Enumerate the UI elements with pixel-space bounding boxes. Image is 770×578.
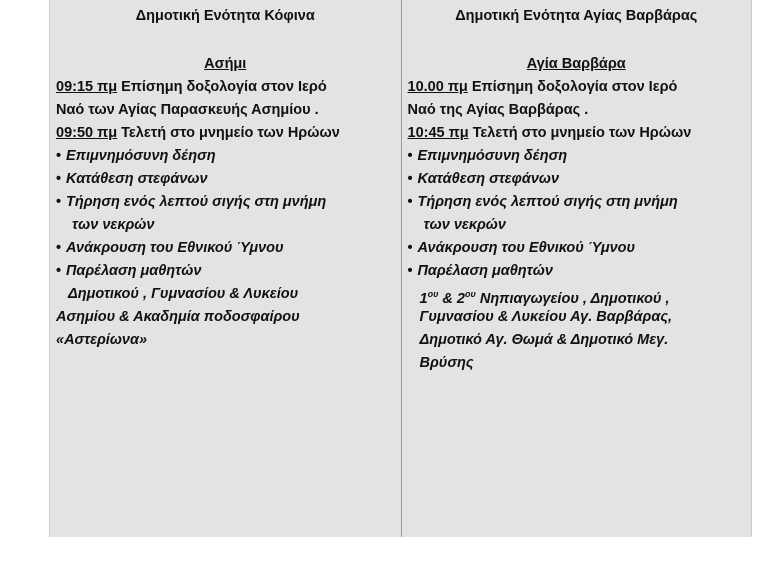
bullet-item: • Τήρηση ενός λεπτού σιγής στη μνήμη	[408, 191, 748, 213]
program-table	[49, 0, 752, 537]
event-line	[56, 122, 397, 144]
event-text: Τελετή στο μνημείο των Ηρώων	[468, 125, 692, 141]
parade-superscript: ου	[465, 289, 476, 299]
event-line-cont: Ναό της Αγίας Βαρβάρας .	[407, 102, 589, 118]
bullet-item: • Τήρηση ενός λεπτού σιγής στη μνήμη	[56, 191, 397, 213]
bullet-item: • Κατάθεση στεφάνων	[56, 168, 397, 190]
parade-superscript: ου	[427, 289, 439, 299]
parade-line: Δημοτικού , Γυμνασίου & Λυκείου	[68, 286, 299, 302]
bullet-item-cont: των νεκρών	[72, 217, 155, 233]
bullet-item: • Ανάκρουση του Εθνικού Ύμνου	[56, 237, 397, 259]
column-kofina	[50, 0, 401, 537]
parade-line: «Αστερίωνα»	[56, 332, 148, 348]
parade-line: Βρύσης	[419, 355, 474, 371]
parade-line: Ασημίου & Ακαδημία ποδοσφαίρου	[56, 309, 300, 325]
event-time: 09:50 πμ	[56, 125, 118, 141]
place-title: Ασήμι	[204, 56, 247, 72]
event-line	[408, 122, 748, 144]
event-time: 10.00 πμ	[407, 79, 468, 95]
bullet-item: • Επιμνημόσυνη δέηση	[408, 145, 748, 167]
bullet-item: • Κατάθεση στεφάνων	[408, 168, 748, 190]
event-line	[56, 76, 397, 98]
event-text: Επίσημη δοξολογία στον Ιερό	[467, 79, 678, 95]
parade-number: & 2	[438, 290, 465, 307]
event-text: Τελετή στο μνημείο των Ηρώων	[117, 125, 340, 141]
bullet-item: • Επιμνημόσυνη δέηση	[56, 145, 397, 167]
parade-line	[408, 283, 748, 305]
event-time: 09:15 πμ	[56, 79, 118, 95]
bullet-item-cont: των νεκρών	[423, 217, 506, 233]
parade-text: Νηπιαγωγείου , Δημοτικού ,	[475, 290, 670, 307]
column-header: Δημοτική Ενότητα Κόφινα	[135, 8, 315, 24]
column-agia-varvara	[401, 0, 752, 537]
event-line-cont: Ναό των Αγίας Παρασκευής Ασημίου .	[56, 102, 319, 118]
parade-line: Δημοτικό Αγ. Θωμά & Δημοτικό Μεγ.	[419, 332, 669, 348]
event-time: 10:45 πμ	[407, 125, 469, 141]
parade-number: 1	[419, 290, 428, 307]
bullet-item: • Παρέλαση μαθητών	[56, 260, 397, 282]
place-title: Αγία Βαρβάρα	[526, 56, 626, 72]
event-text: Επίσημη δοξολογία στον Ιερό	[117, 79, 327, 95]
column-header: Δημοτική Ενότητα Αγίας Βαρβάρας	[455, 8, 698, 24]
parade-line: Γυμνασίου & Λυκείου Αγ. Βαρβάρας,	[419, 309, 673, 325]
bullet-item: • Ανάκρουση του Εθνικού Ύμνου	[408, 237, 748, 259]
event-line	[408, 76, 748, 98]
bullet-item: • Παρέλαση μαθητών	[408, 260, 748, 282]
